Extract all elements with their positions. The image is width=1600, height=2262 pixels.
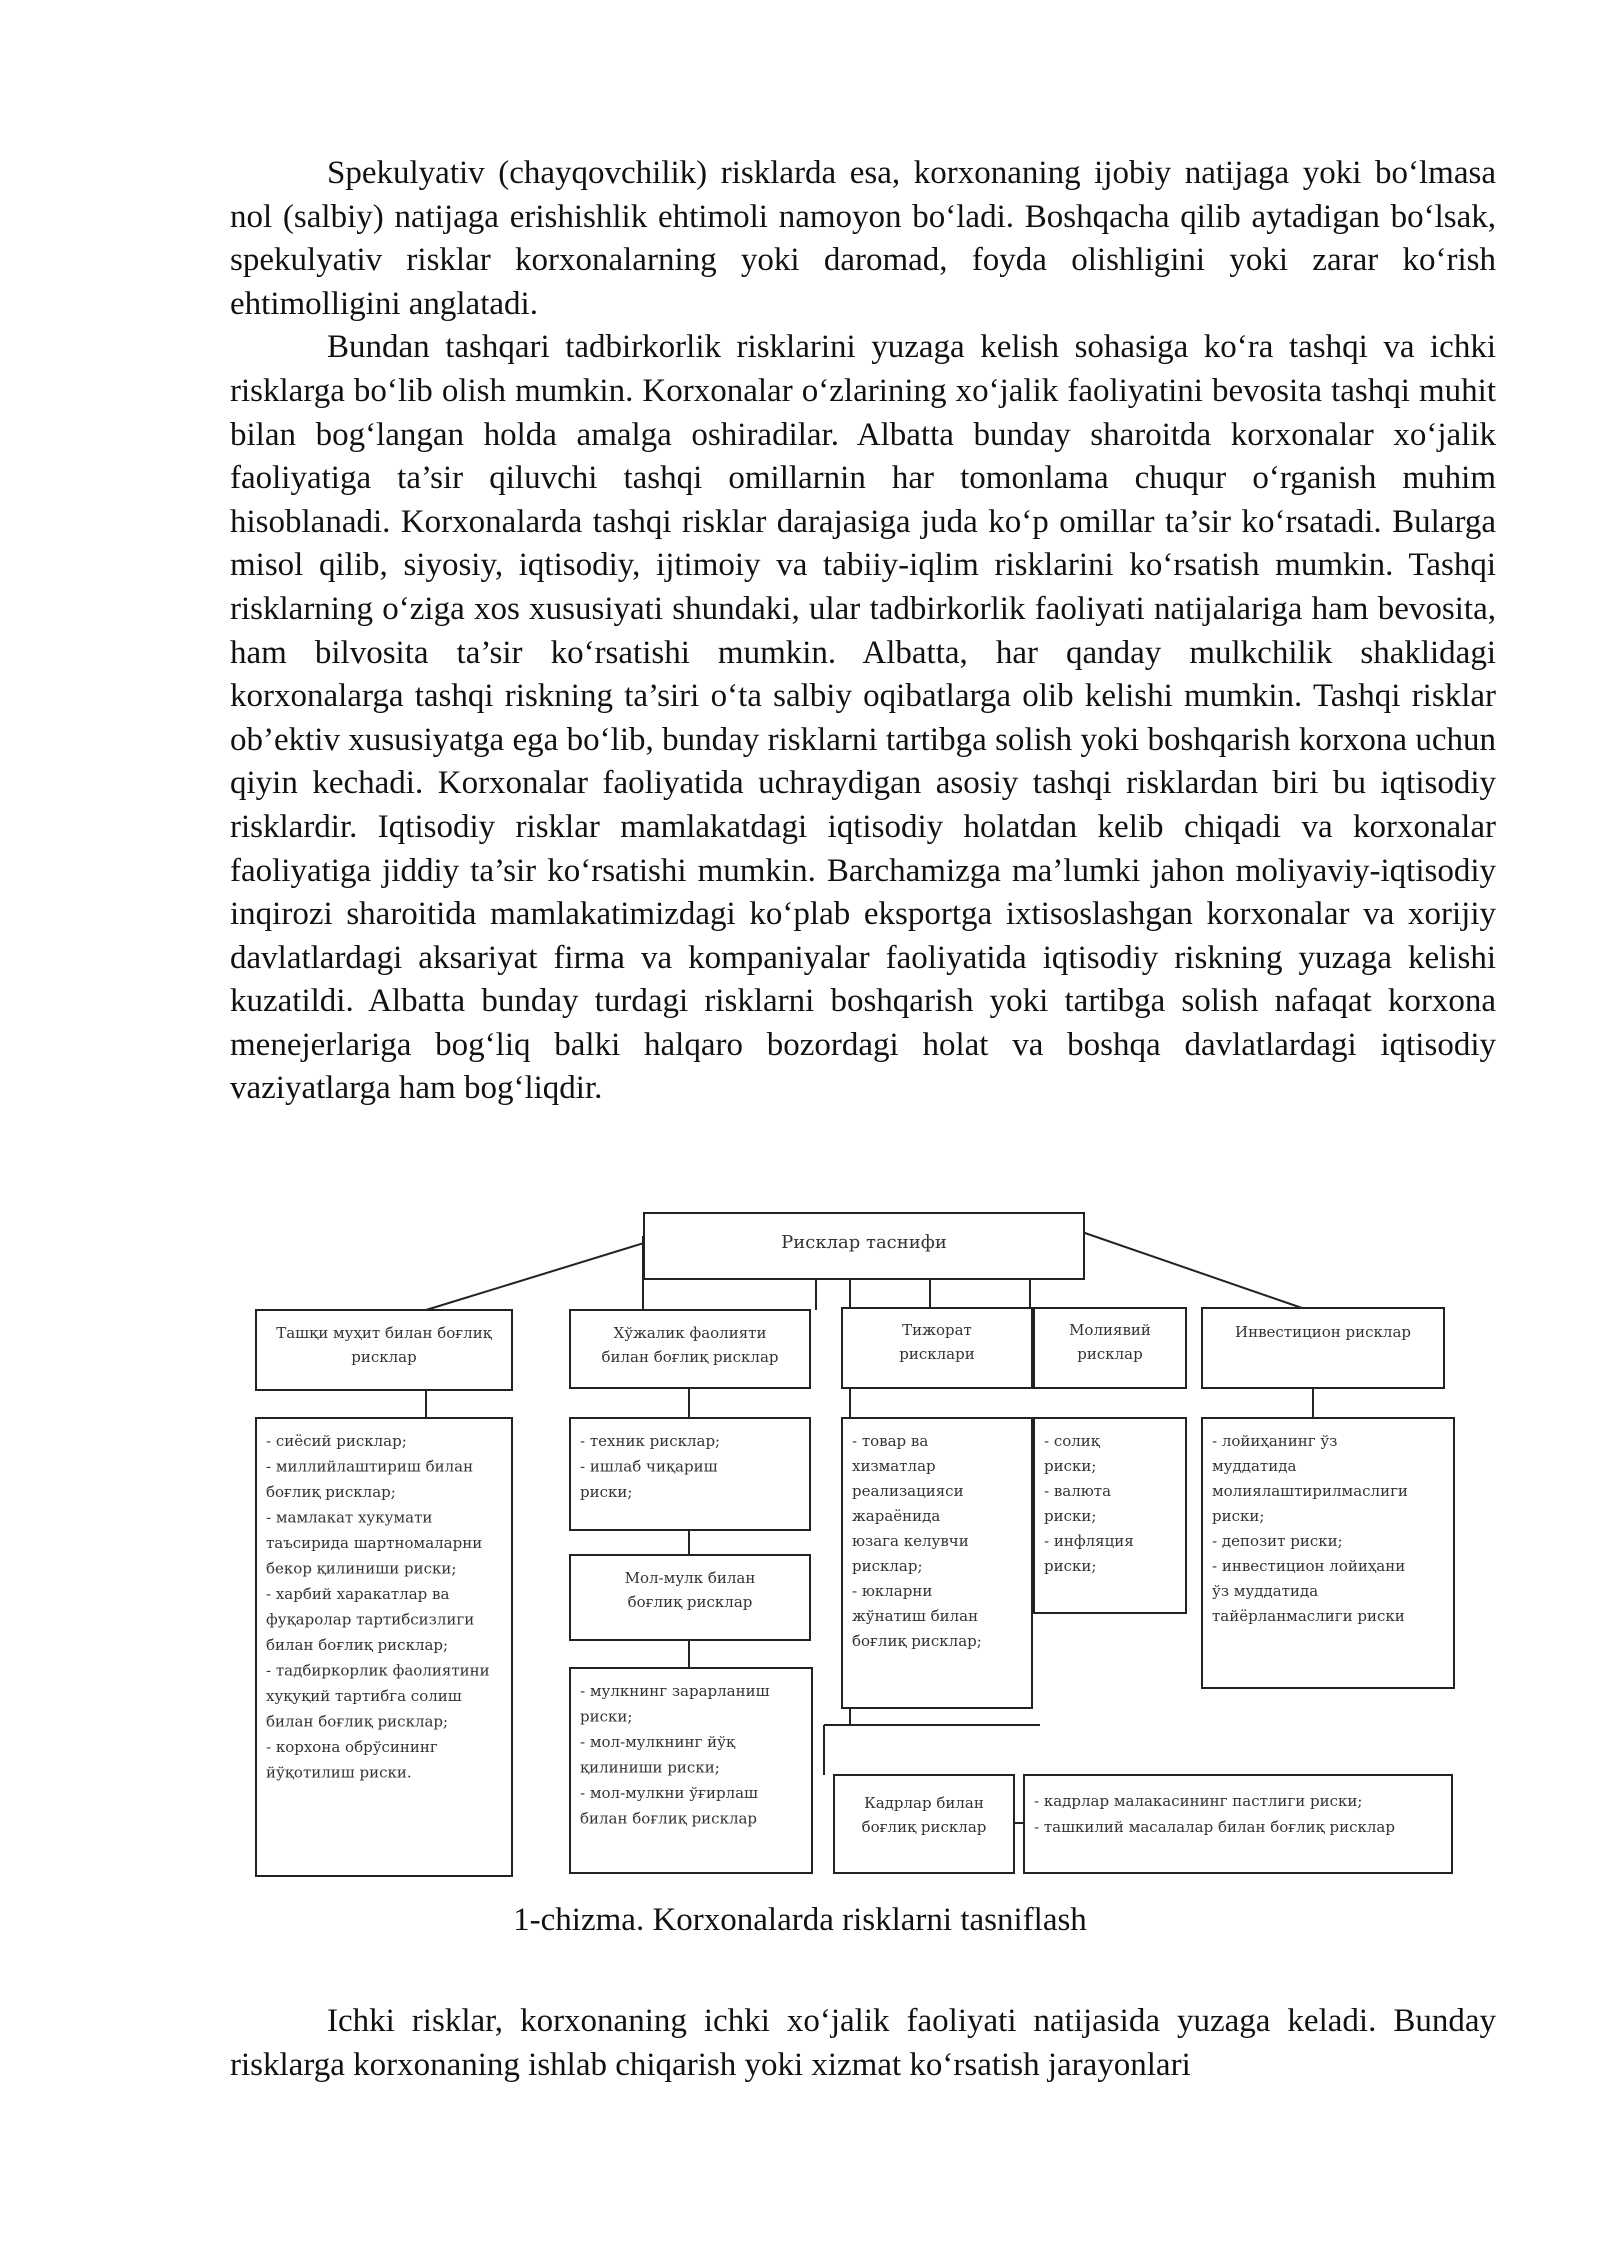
category-financial-label-2: рисклар	[1077, 1345, 1143, 1363]
investment-items-line: тайёрланмаслиги риски	[1212, 1607, 1405, 1625]
commercial-items-line: боғлиқ рисклар;	[852, 1632, 982, 1650]
investment-items-line: риски;	[1212, 1507, 1265, 1525]
property-items-line: қилиниши риски;	[580, 1758, 720, 1777]
commercial-items-line: юзага келувчи	[852, 1532, 969, 1550]
investment-items-line: - лойиҳанинг ўз	[1212, 1432, 1338, 1450]
property-items-line: риски;	[580, 1707, 633, 1726]
property-items-line: - мол-мулкнинг йўқ	[580, 1733, 736, 1751]
personnel-box-label-1: Кадрлар билан	[864, 1794, 984, 1812]
commercial-items-line: - товар ва	[852, 1432, 929, 1450]
body-text-bottom	[230, 2000, 1496, 2087]
external-items-line: - тадбиркорлик фаолиятини	[266, 1661, 490, 1680]
financial-items-line: риски;	[1044, 1507, 1097, 1525]
paragraph-internal-risks: Ichki risklar, korxonaning ichki xo‘jalik faoliyati natijasida yuzaga keladi. Bunday risklarga korxonaning ishlab chiqarish yoki xizmat ko‘rsatish jarayonlari	[230, 2003, 1496, 2083]
commercial-items-line: жўнатиш билан	[852, 1607, 979, 1625]
property-box-label-2: боғлиқ рисклар	[627, 1593, 753, 1611]
financial-items-line: - солиқ	[1044, 1432, 1100, 1450]
category-investment-label: Инвестицион рисклар	[1235, 1323, 1411, 1341]
root-label: Рисклар таснифи	[781, 1232, 947, 1253]
external-items-line: - корхона обрўсининг	[266, 1738, 438, 1756]
external-items-line: боғлиқ рисклар;	[266, 1483, 396, 1501]
external-items-line: бекор қилиниши риски;	[266, 1559, 457, 1578]
external-items-line: - сиёсий рисклар;	[266, 1432, 407, 1450]
external-items-line: - мамлакат хукумати	[266, 1508, 433, 1527]
investment-items-line: ўз муддатида	[1212, 1582, 1319, 1600]
category-financial-label-1: Молиявий	[1069, 1321, 1151, 1339]
category-economic-label-2: билан боғлиқ рисклар	[601, 1348, 779, 1366]
financial-items-line: - валюта	[1044, 1482, 1112, 1500]
investment-items-line: - инвестицион лойиҳани	[1212, 1557, 1406, 1575]
financial-items-line: - инфляция	[1044, 1532, 1134, 1550]
property-items-line: билан боғлиқ рисклар	[580, 1809, 758, 1828]
paragraph-external-risks: Bundan tashqari tadbirkorlik risklarini yuzaga kelish sohasiga ko‘ra tashqi va ichki risklarga bo‘lib olish mumkin. Korxonalar o‘zlarining xo‘jalik faoliyatini bevosita tashqi muhit bilan bog‘langan holda amalga oshiradilar. Albatta bunday sharoitda korxonalar xo‘jalik faoliyatiga ta’sir qiluvchi tashqi omillarnin har tomonlama chuqur o‘rganish muhim hisoblanadi. Korxonalarda tashqi risklar darajasiga juda ko‘p omillar ta’sir ko‘rsatadi. Bularga misol qilib, siyosiy, iqtisodiy, ijtimoiy va tabiiy-iqlim risklarini ko‘rsatish mumkin. Tashqi risklarning o‘ziga xos xususiyati shundaki, ular tadbirkorlik faoliyati natijalariga ham bevosita, ham bilvosita ta’sir ko‘rsatishi mumkin. Albatta, har qanday mulkchilik shaklidagi korxonalarga tashqi riskning ta’siri o‘ta salbiy oqibatlarga olib kelishi mumkin. Tashqi risklar ob’ektiv xususiyatga ega bo‘lib, bunday risklarni tartibga solish yoki boshqarish korxona uchun qiyin kechadi. Korxonalar faoliyatida uchraydigan asosiy tashqi risklardan biri bu iqtisodiy risklardir. Iqtisodiy risklar mamlakatdagi iqtisodiy holatdan kelib chiqadi va korxonalar faoliyatiga jiddiy ta’sir ko‘rsatishi mumkin. Barchamizga ma’lumki jahon moliyaviy-iqtisodiy inqirozi sharoitida mamlakatimizdagi ko‘plab eksportga ixtisoslashgan korxonalar va xorijiy davlatlardagi aksariyat firma va kompaniyalar faoliyatida iqtisodiy riskning yuzaga kelishi kuzatildi. Albatta bunday turdagi risklarni boshqarish yoki tartibga solish nafaqat korxona menejerlariga bog‘liq balki halqaro bozordagi holat va boshqa davlatlardagi iqtisodiy vaziyatlarga ham bog‘liqdir.	[230, 329, 1496, 1107]
external-items-line: билан боғлиқ рисклар;	[266, 1712, 449, 1731]
commercial-items-line: - юкларни	[852, 1582, 933, 1600]
external-items-line: таъсирида шартномаларни	[266, 1534, 483, 1552]
external-items-line: - миллийлаштириш билан	[266, 1457, 474, 1476]
category-investment-box	[1202, 1308, 1444, 1388]
commercial-items-line: хизматлар	[852, 1457, 936, 1475]
economic-items-line: - техник рисклар;	[580, 1432, 721, 1450]
commercial-items-line: реализацияси	[852, 1482, 964, 1500]
external-items-line: йўқотилиш риски.	[266, 1763, 412, 1782]
economic-items-line: - ишлаб чиқариш	[580, 1457, 718, 1476]
property-items-line: - мол-мулкни ўғирлаш	[580, 1784, 758, 1802]
property-box-label-1: Мол-мулк билан	[624, 1569, 756, 1587]
category-commercial-label-1: Тижорат	[902, 1321, 972, 1339]
figure-caption: 1-chizma. Korxonalarda risklarni tasniflash	[513, 1902, 1087, 1938]
economic-items-line: риски;	[580, 1483, 633, 1501]
external-items-line: хуқуқий тартибга солиш	[266, 1687, 462, 1705]
paragraph-speculative-risks: Spekulyativ (chayqovchilik) risklarda esa, korxonaning ijobiy natijaga yoki bo‘lmasa nol (salbiy) natijaga erishishlik ehtimoli namoyon bo‘ladi. Boshqacha qilib aytadigan bo‘lsak, spekulyativ risklar korxonalarning yoki daromad, foyda olishligini yoki zarar ko‘rish ehtimolligini anglatadi.	[230, 155, 1496, 322]
category-commercial-label-2: рисклари	[899, 1345, 975, 1363]
personnel-items-line: - кадрлар малакасининг пастлиги риски;	[1034, 1792, 1363, 1810]
investment-items-line: муддатида	[1212, 1457, 1297, 1475]
commercial-items-line: жараёнида	[852, 1507, 941, 1525]
property-items-line: - мулкнинг зарарланиш	[580, 1682, 770, 1700]
personnel-items-line: - ташкилий масалалар билан боғлиқ рисклар	[1034, 1818, 1395, 1836]
investment-items-line: молиялаштирилмаслиги	[1212, 1482, 1408, 1500]
category-economic-label-1: Хўжалик фаолияти	[613, 1324, 767, 1342]
commercial-items-line: рисклар;	[852, 1557, 923, 1575]
financial-items-line: риски;	[1044, 1557, 1097, 1575]
investment-items-line: - депозит риски;	[1212, 1532, 1343, 1550]
external-items-line: - харбий харакатлар ва	[266, 1585, 450, 1603]
external-items-line: билан боғлиқ рисклар;	[266, 1636, 449, 1654]
category-external-label-2: рисклар	[351, 1348, 417, 1366]
financial-items-line: риски;	[1044, 1457, 1097, 1475]
personnel-box-label-2: боғлиқ рисклар	[861, 1818, 987, 1836]
category-external-label-1: Ташқи муҳит билан боғлиқ	[276, 1324, 492, 1342]
external-items-line: фуқаролар тартибсизлиги	[266, 1610, 475, 1629]
